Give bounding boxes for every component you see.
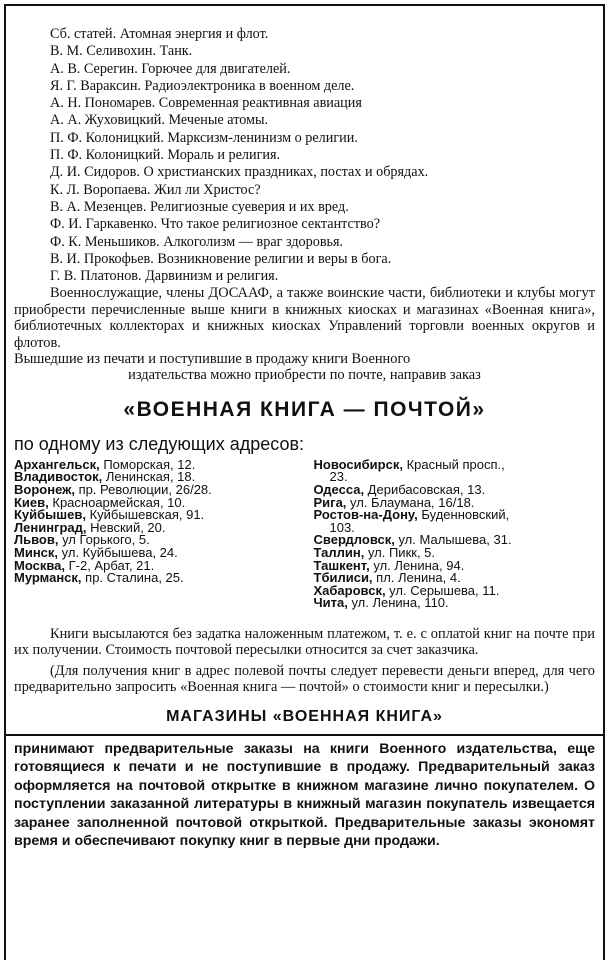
payment-paragraph: Книги высылаются без задатка наложенным платежом, т. е. с оплатой книг на почте при их получении. Стоимость почтовой пересылки относится за счет заказчика. [14,626,595,659]
street-address: ул. Ленина, 110. [347,595,449,611]
city-name: Одесса, [313,482,365,498]
street-address: Ленинская, 18. [102,469,196,485]
city-name: Ленинград, [14,519,87,535]
city-name: Чита, [313,595,348,611]
book-item: Ф. К. Меньшиков. Алкоголизм — враг здоровья. [50,233,344,250]
street-address: Невский, 20. [86,519,166,535]
book-item: В. А. Мезенцев. Религиозные суеверия и их вред. [50,198,349,215]
address-row [313,456,596,472]
street-address: Поморская, 12. [99,456,196,472]
street-address: ул. Малышева, 31. [394,532,512,548]
city-name: Рига, [313,494,347,510]
mail-order-line-1: Вышедшие из печати и поступившие в продажу книги Военного [14,351,411,368]
street-address: ул. Ленина, 94. [369,557,465,573]
street-address: Буденновский, [417,507,510,523]
book-item: А. Н. Пономарев. Современная реактивная авиация [50,95,362,112]
address-column-right [302,456,596,611]
shops-heading: МАГАЗИНЫ «ВОЕННАЯ КНИГА» [166,707,443,725]
frame-left-rule [4,4,6,960]
address-row [14,572,296,585]
book-item: В. М. Селивохин. Танк. [50,43,193,60]
book-item: Ф. И. Гаркавенко. Что такое религиозное сектантство? [50,216,381,233]
city-name: Мурманск, [14,570,82,586]
city-name: Таллин, [313,545,365,561]
address-continuation: 23. [329,469,348,485]
book-item: Г. В. Платонов. Дарвинизм и религия. [50,268,279,285]
city-name: Архангельск, [14,456,100,472]
street-address: ул. Куйбышева, 24. [58,545,178,561]
address-continuation: 103. [329,519,355,535]
mail-order-line-2: издательства можно приобрести по почте, направив заказ [128,367,481,384]
street-address: ул. Серышева, 11. [385,582,500,598]
book-item: К. Л. Воропаева. Жил ли Христос? [50,181,261,198]
city-name: Куйбышев, [14,507,86,523]
address-row [314,597,596,610]
city-name: Свердловск, [313,532,395,548]
book-item: П. Ф. Колоницкий. Марксизм-ленинизм о религии. [50,129,358,146]
book-item: Д. И. Сидоров. О христианских праздниках, постах и обрядах. [50,164,429,181]
address-column-left [14,456,302,610]
city-name: Воронеж, [14,482,75,498]
city-name: Тбилиси, [313,570,373,586]
city-name: Новосибирск, [313,456,403,472]
address-table [14,456,595,611]
street-address: Дерибасовская, 13. [364,482,486,498]
field-post-paragraph: (Для получения книг в адрес полевой почты следует перевести деньги вперед, для чего предварительно запросить «Военная книга — почтой» о стоимости книг и пересылки.) [14,662,595,696]
book-item: П. Ф. Колоницкий. Мораль и религия. [50,147,281,164]
city-name: Москва, [14,557,65,573]
book-list [14,26,595,285]
street-address: пл. Ленина, 4. [372,570,461,586]
street-address: Красноармейская, 10. [48,494,186,510]
preorder-paragraph: принимают предварительные заказы на книги Военного издательства, еще готовящиеся к печати и не поступившие в продажу. Предварительный заказ оформляется на почтовой открытке в книжном магазине лично покупателем. О поступлении заказанной литературы в книжный магазин покупатель извещается заранее заполненной почтовой открыткой. Предварительные заказы экономят время и обеспечивают покупку книг в первые дни продажи. [14,740,595,850]
section-divider [4,734,605,736]
street-address: ул. Пикк, 5. [364,545,436,561]
book-item: А. А. Жуховицкий. Меченые атомы. [50,112,269,129]
book-item: Я. Г. Вараксин. Радиоэлектроника в военном деле. [50,77,355,94]
book-item: Сб. статей. Атомная энергия и флот. [50,26,269,42]
city-name: Ташкент, [313,557,370,573]
frame-right-rule [603,4,605,960]
dosaaf-paragraph: Военнослужащие, члены ДОСААФ, а также воинские части, библиотеки и клубы могут приобрести перечисленные выше книги в книжных киосках и магазинах «Военная книга», библиотечных коллекторах и книжных киосках Управлений торговли военных округов и флотов. [14,285,595,351]
book-item: В. И. Прокофьев. Возникновение религии и веры в бога. [50,250,392,267]
city-name: Львов, [14,532,59,548]
city-name: Хабаровск, [313,582,386,598]
frame-top-rule [4,4,605,6]
street-address: пр. Революции, 26/28. [74,482,212,498]
street-address: ул. Блаумана, 16/18. [346,494,475,510]
city-name: Минск, [14,545,59,561]
street-address: ул Горького, 5. [58,532,150,548]
street-address: пр. Сталина, 25. [81,570,184,586]
street-address: Красный просп., [402,456,505,472]
book-item: А. В. Серегин. Горючее для двигателей. [50,60,291,77]
city-name: Ростов-на-Дону, [313,507,418,523]
mail-order-heading: «ВОЕННАЯ КНИГА — ПОЧТОЙ» [123,397,486,421]
address-row [314,509,596,522]
city-name: Киев, [14,494,49,510]
street-address: Куйбышевская, 91. [85,507,205,523]
city-name: Владивосток, [14,469,103,485]
addresses-intro: по одному из следующих адресов: [14,433,305,454]
street-address: Г-2, Арбат, 21. [65,557,155,573]
